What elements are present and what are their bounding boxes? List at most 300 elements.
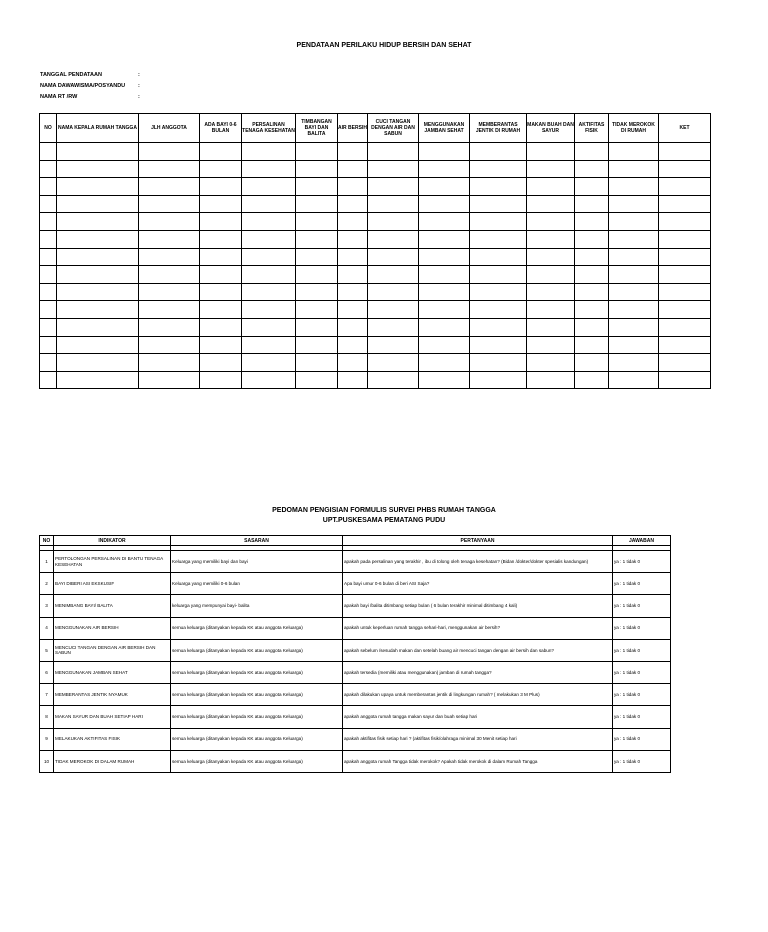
survey-header-buah-sayur: MAKAN BUAH DAN SAYUR xyxy=(527,114,575,143)
guide-cell-no: 8 xyxy=(40,706,54,728)
survey-cell xyxy=(242,160,296,178)
survey-cell xyxy=(57,354,139,372)
survey-cell xyxy=(527,354,575,372)
guide-cell-no: 10 xyxy=(40,750,54,772)
survey-cell xyxy=(609,266,659,284)
guide-cell-indikator: TIDAK MEROKOK DI DALAM RUMAH xyxy=(54,750,171,772)
survey-cell xyxy=(57,178,139,196)
survey-row xyxy=(40,318,711,336)
survey-header-cuci-tangan: CUCI TANGAN DENGAN AIR DAN SABUN xyxy=(368,114,419,143)
survey-cell xyxy=(659,266,711,284)
survey-cell xyxy=(419,354,470,372)
survey-cell xyxy=(419,336,470,354)
survey-cell xyxy=(659,301,711,319)
survey-cell xyxy=(609,143,659,161)
survey-cell xyxy=(609,178,659,196)
survey-cell xyxy=(338,354,368,372)
guide-cell-indikator: MENIMBANG BAYI/ BALITA xyxy=(54,595,171,617)
survey-cell xyxy=(200,301,242,319)
guide-cell-jawaban: ya : 1 tidak 0 xyxy=(613,750,671,772)
survey-header-bayi: ADA BAYI 0-6 BULAN xyxy=(200,114,242,143)
survey-cell xyxy=(296,266,338,284)
guide-cell-pertanyaan: Apa bayi umur 0-6 bulan di beri ASI Saja? xyxy=(343,573,613,595)
survey-cell xyxy=(40,230,57,248)
survey-cell xyxy=(609,160,659,178)
guide-table xyxy=(39,535,671,773)
survey-cell xyxy=(527,301,575,319)
survey-cell xyxy=(470,318,527,336)
survey-cell xyxy=(527,248,575,266)
survey-cell xyxy=(242,213,296,231)
survey-cell xyxy=(200,213,242,231)
survey-cell xyxy=(659,318,711,336)
survey-cell xyxy=(296,283,338,301)
survey-row xyxy=(40,354,711,372)
survey-cell xyxy=(200,143,242,161)
survey-cell xyxy=(527,230,575,248)
survey-cell xyxy=(57,143,139,161)
survey-cell xyxy=(57,248,139,266)
survey-cell xyxy=(40,213,57,231)
survey-cell xyxy=(338,160,368,178)
survey-cell xyxy=(470,143,527,161)
survey-cell xyxy=(296,213,338,231)
survey-cell xyxy=(609,213,659,231)
meta-separator: : xyxy=(138,83,140,89)
survey-table xyxy=(39,113,711,389)
survey-row xyxy=(40,143,711,161)
survey-cell xyxy=(242,371,296,389)
survey-cell xyxy=(368,143,419,161)
guide-cell-no: 7 xyxy=(40,684,54,706)
guide-cell-sasaran: semua keluarga (ditanyakan kepada KK atau anggota Keluarga) xyxy=(171,617,343,639)
survey-cell xyxy=(470,195,527,213)
survey-cell xyxy=(139,266,200,284)
survey-cell xyxy=(40,283,57,301)
guide-header-indikator: INDIKATOR xyxy=(54,536,171,546)
meta-label: NAMA RT /RW xyxy=(40,94,78,100)
survey-cell xyxy=(527,266,575,284)
survey-cell xyxy=(40,143,57,161)
survey-cell xyxy=(338,195,368,213)
guide-cell-no: 4 xyxy=(40,617,54,639)
survey-cell xyxy=(527,283,575,301)
survey-cell xyxy=(575,301,609,319)
guide-row xyxy=(40,595,671,617)
survey-cell xyxy=(139,230,200,248)
survey-cell xyxy=(57,301,139,319)
survey-cell xyxy=(296,195,338,213)
survey-cell xyxy=(296,160,338,178)
guide-row xyxy=(40,706,671,728)
guide-cell-sasaran: Keluarga yang memiliki 0-6 bulan xyxy=(171,573,343,595)
guide-cell-indikator: MENCUCI TANGAN DENGAN AIR BERSIH DAN SABUN xyxy=(54,639,171,661)
survey-header-persalinan: PERSALINAN TENAGA KESEHATAN xyxy=(242,114,296,143)
guide-cell-pertanyaan: apakah anggota rumah Tangga tidak merokok? Apakah tidak merokok di dalam Rumah Tangga xyxy=(343,750,613,772)
survey-cell xyxy=(200,160,242,178)
guide-row xyxy=(40,750,671,772)
survey-cell xyxy=(659,213,711,231)
survey-cell xyxy=(419,283,470,301)
survey-row xyxy=(40,195,711,213)
survey-cell xyxy=(609,283,659,301)
survey-cell xyxy=(338,213,368,231)
survey-cell xyxy=(40,266,57,284)
survey-cell xyxy=(419,178,470,196)
guide-cell-jawaban: ya : 1 tidak 0 xyxy=(613,617,671,639)
guide-cell-no: 3 xyxy=(40,595,54,617)
survey-cell xyxy=(575,143,609,161)
survey-cell xyxy=(368,160,419,178)
guide-cell-jawaban: ya : 1 tidak 0 xyxy=(613,639,671,661)
survey-cell xyxy=(419,213,470,231)
survey-cell xyxy=(368,283,419,301)
survey-cell xyxy=(296,336,338,354)
survey-cell xyxy=(242,336,296,354)
survey-cell xyxy=(296,143,338,161)
survey-cell xyxy=(470,336,527,354)
survey-cell xyxy=(40,301,57,319)
survey-cell xyxy=(470,160,527,178)
survey-cell xyxy=(139,178,200,196)
survey-cell xyxy=(419,195,470,213)
guide-cell-indikator: MENGGUNAKAN AIR BERSIH xyxy=(54,617,171,639)
survey-cell xyxy=(200,354,242,372)
survey-cell xyxy=(527,213,575,231)
survey-row xyxy=(40,213,711,231)
survey-cell xyxy=(527,143,575,161)
survey-cell xyxy=(338,301,368,319)
survey-row xyxy=(40,160,711,178)
survey-cell xyxy=(242,143,296,161)
survey-cell xyxy=(200,230,242,248)
guide-cell-jawaban: ya : 1 tidak 0 xyxy=(613,706,671,728)
survey-cell xyxy=(40,371,57,389)
survey-cell xyxy=(57,195,139,213)
guide-cell-sasaran: semua keluarga (ditanyakan kepada KK atau anggota Keluarga) xyxy=(171,639,343,661)
survey-cell xyxy=(40,160,57,178)
survey-cell xyxy=(40,336,57,354)
survey-cell xyxy=(659,230,711,248)
survey-cell xyxy=(200,178,242,196)
survey-cell xyxy=(338,318,368,336)
survey-cell xyxy=(242,230,296,248)
survey-cell xyxy=(368,318,419,336)
guide-cell-pertanyaan: apakah sebelum /sesudah makan dan setelah buang air mencuci tangan dengan air bersih dan sabun? xyxy=(343,639,613,661)
guide-header-pertanyaan: PERTANYAAN xyxy=(343,536,613,546)
survey-cell xyxy=(575,371,609,389)
survey-cell xyxy=(419,371,470,389)
survey-cell xyxy=(200,318,242,336)
survey-cell xyxy=(470,354,527,372)
guide-row xyxy=(40,684,671,706)
survey-cell xyxy=(575,230,609,248)
guide-cell-jawaban: ya : 1 tidak 0 xyxy=(613,661,671,683)
guide-row xyxy=(40,639,671,661)
survey-cell xyxy=(296,371,338,389)
survey-cell xyxy=(40,318,57,336)
survey-cell xyxy=(242,266,296,284)
survey-cell xyxy=(296,354,338,372)
survey-cell xyxy=(575,213,609,231)
survey-cell xyxy=(609,195,659,213)
guide-cell-jawaban: ya : 1 tidak 0 xyxy=(613,595,671,617)
survey-cell xyxy=(419,301,470,319)
meta-nama-rt-rw xyxy=(40,94,140,100)
survey-cell xyxy=(659,195,711,213)
guide-cell-no: 5 xyxy=(40,639,54,661)
survey-cell xyxy=(200,248,242,266)
survey-cell xyxy=(139,283,200,301)
survey-cell xyxy=(242,248,296,266)
guide-cell-pertanyaan: apakah dilakukan upaya untuk memberantas jentik di lingkungan rumah? ( melakukan 3 M Plus) xyxy=(343,684,613,706)
guide-cell-sasaran: Keluarga yang memiliki bayi dan bayi xyxy=(171,551,343,573)
survey-cell xyxy=(139,160,200,178)
survey-header-row xyxy=(40,114,711,143)
survey-cell xyxy=(609,371,659,389)
guide-cell-pertanyaan: apakah untuk keperluan rumah tangga sehari-hari, menggunakan air bersih? xyxy=(343,617,613,639)
survey-cell xyxy=(139,143,200,161)
survey-cell xyxy=(575,195,609,213)
meta-nama-dawawisma xyxy=(40,83,140,89)
survey-cell xyxy=(338,178,368,196)
guide-cell-sasaran: semua keluarga (ditanyakan kepada KK atau anggota Keluarga) xyxy=(171,684,343,706)
survey-cell xyxy=(527,178,575,196)
guide-row xyxy=(40,728,671,750)
survey-cell xyxy=(419,143,470,161)
survey-header-jlh-anggota: JLH ANGGOTA xyxy=(139,114,200,143)
survey-cell xyxy=(575,283,609,301)
survey-cell xyxy=(338,248,368,266)
guide-row xyxy=(40,551,671,573)
guide-cell-no: 9 xyxy=(40,728,54,750)
survey-cell xyxy=(57,371,139,389)
survey-header-jentik: MEMBERANTAS JENTIK DI RUMAH xyxy=(470,114,527,143)
survey-row xyxy=(40,301,711,319)
survey-header-air-bersih: AIR BERSIH xyxy=(338,114,368,143)
guide-cell-sasaran: semua keluarga (ditanyakan kepada KK atau anggota Keluarga) xyxy=(171,661,343,683)
survey-cell xyxy=(338,283,368,301)
survey-cell xyxy=(242,318,296,336)
survey-row xyxy=(40,371,711,389)
survey-cell xyxy=(659,160,711,178)
meta-separator: : xyxy=(138,94,140,100)
survey-cell xyxy=(57,213,139,231)
survey-cell xyxy=(575,266,609,284)
guide-cell-pertanyaan: apakah bayi /balita ditimbang setiap bulan ( 6 bulan terakhir minimal ditimbang 4 kali) xyxy=(343,595,613,617)
survey-cell xyxy=(296,178,338,196)
survey-cell xyxy=(139,301,200,319)
survey-cell xyxy=(419,318,470,336)
guide-cell-sasaran: semua keluarga (ditanyakan kepada KK atau anggota Keluarga) xyxy=(171,706,343,728)
meta-label: TANGGAL PENDATAAN xyxy=(40,72,102,78)
survey-cell xyxy=(242,195,296,213)
survey-row xyxy=(40,230,711,248)
meta-label: NAMA DAWAWISMA/POSYANDU xyxy=(40,83,126,89)
survey-cell xyxy=(338,371,368,389)
survey-cell xyxy=(139,318,200,336)
survey-cell xyxy=(57,160,139,178)
guide-cell-pertanyaan: apakah aktifitas fisik setiap hari ? (aktifitas fisik/olahraga minimal 30 Menit setiap hari xyxy=(343,728,613,750)
survey-cell xyxy=(470,301,527,319)
guide-cell-jawaban: ya : 1 tidak 0 xyxy=(613,551,671,573)
survey-cell xyxy=(368,230,419,248)
guide-cell-jawaban: ya : 1 tidak 0 xyxy=(613,573,671,595)
survey-cell xyxy=(57,266,139,284)
survey-row xyxy=(40,283,711,301)
guide-row xyxy=(40,661,671,683)
survey-cell xyxy=(575,160,609,178)
survey-header-aktifitas: AKTIFITAS FISIK xyxy=(575,114,609,143)
survey-cell xyxy=(242,178,296,196)
survey-cell xyxy=(419,266,470,284)
meta-separator: : xyxy=(138,72,140,78)
survey-cell xyxy=(470,248,527,266)
survey-cell xyxy=(296,248,338,266)
survey-cell xyxy=(419,160,470,178)
survey-cell xyxy=(242,283,296,301)
survey-cell xyxy=(368,301,419,319)
survey-cell xyxy=(527,160,575,178)
survey-cell xyxy=(200,336,242,354)
survey-cell xyxy=(338,143,368,161)
survey-cell xyxy=(470,266,527,284)
guide-cell-indikator: PERTOLONGAN PERSALINAN DI BANTU TENAGA KESEHATAN xyxy=(54,551,171,573)
survey-cell xyxy=(575,354,609,372)
guide-header-sasaran: SASARAN xyxy=(171,536,343,546)
survey-cell xyxy=(470,283,527,301)
survey-cell xyxy=(139,354,200,372)
survey-cell xyxy=(139,248,200,266)
guide-body xyxy=(40,546,671,773)
guide-header-jawaban: JAWABAN xyxy=(613,536,671,546)
survey-cell xyxy=(57,283,139,301)
guide-cell-sasaran: semua keluarga (ditanyakan kepada KK atau anggota Keluarga) xyxy=(171,728,343,750)
meta-tanggal-pendataan xyxy=(40,72,140,78)
survey-cell xyxy=(609,301,659,319)
survey-row xyxy=(40,266,711,284)
guide-cell-no: 1 xyxy=(40,551,54,573)
guide-title: PEDOMAN PENGISIAN FORMULIS SURVEI PHBS RUMAH TANGGA xyxy=(272,507,496,514)
survey-cell xyxy=(659,354,711,372)
survey-cell xyxy=(139,371,200,389)
survey-cell xyxy=(200,283,242,301)
survey-cell xyxy=(57,318,139,336)
survey-cell xyxy=(368,178,419,196)
survey-header-no: NO xyxy=(40,114,57,143)
guide-row xyxy=(40,573,671,595)
survey-cell xyxy=(139,195,200,213)
guide-cell-no: 2 xyxy=(40,573,54,595)
survey-cell xyxy=(419,248,470,266)
survey-row xyxy=(40,248,711,266)
survey-cell xyxy=(338,336,368,354)
survey-header-timbangan: TIMBANGAN BAYI DAN BALITA xyxy=(296,114,338,143)
survey-cell xyxy=(659,336,711,354)
guide-cell-jawaban: ya : 1 tidak 0 xyxy=(613,684,671,706)
page-title: PENDATAAN PERILAKU HIDUP BERSIH DAN SEHAT xyxy=(296,42,472,49)
survey-cell xyxy=(368,213,419,231)
guide-cell-no: 6 xyxy=(40,661,54,683)
survey-header-nama-kepala: NAMA KEPALA RUMAH TANGGA xyxy=(57,114,139,143)
survey-cell xyxy=(296,318,338,336)
survey-cell xyxy=(368,371,419,389)
survey-cell xyxy=(659,178,711,196)
survey-cell xyxy=(200,195,242,213)
survey-cell xyxy=(470,230,527,248)
guide-header-no: NO xyxy=(40,536,54,546)
guide-row xyxy=(40,617,671,639)
survey-cell xyxy=(139,213,200,231)
survey-row xyxy=(40,178,711,196)
guide-cell-indikator: MAKAN SAYUR DAN BUAH SETIAP HARI xyxy=(54,706,171,728)
survey-cell xyxy=(527,371,575,389)
survey-cell xyxy=(368,354,419,372)
survey-cell xyxy=(296,230,338,248)
survey-cell xyxy=(200,371,242,389)
survey-cell xyxy=(575,336,609,354)
survey-cell xyxy=(57,336,139,354)
survey-header-merokok: TIDAK MEROKOK DI RUMAH xyxy=(609,114,659,143)
guide-header-row xyxy=(40,536,671,546)
guide-cell-indikator: MELAKUKAN AKTIFITAS FISIK xyxy=(54,728,171,750)
survey-cell xyxy=(527,336,575,354)
guide-cell-sasaran: semua keluarga (ditanyakan kepada KK atau anggota Keluarga) xyxy=(171,750,343,772)
survey-cell xyxy=(575,178,609,196)
survey-cell xyxy=(609,336,659,354)
survey-cell xyxy=(609,354,659,372)
survey-cell xyxy=(609,318,659,336)
survey-cell xyxy=(242,301,296,319)
guide-cell-indikator: MEMBERANTAS JENTIK NYAMUK xyxy=(54,684,171,706)
survey-cell xyxy=(338,230,368,248)
survey-cell xyxy=(659,371,711,389)
survey-cell xyxy=(296,301,338,319)
guide-cell-indikator: MENGGUNAKAN JAMBAN SEHAT xyxy=(54,661,171,683)
survey-cell xyxy=(470,371,527,389)
survey-cell xyxy=(659,283,711,301)
guide-cell-pertanyaan: apakah tersedia (memiliki atau menggunakan) jamban di rumah tangga? xyxy=(343,661,613,683)
survey-cell xyxy=(470,178,527,196)
guide-cell-pertanyaan: apakah pada persalinan yang terakhir , ibu di tolong oleh tenaga kesehatan? (Bidan /dokter/dokter spesialis kandungan) xyxy=(343,551,613,573)
survey-cell xyxy=(659,143,711,161)
survey-row xyxy=(40,336,711,354)
survey-cell xyxy=(338,266,368,284)
survey-cell xyxy=(470,213,527,231)
guide-subtitle: UPT.PUSKESAMA PEMATANG PUDU xyxy=(322,517,446,524)
survey-cell xyxy=(368,195,419,213)
survey-cell xyxy=(242,354,296,372)
survey-header-jamban: MENGGUNAKAN JAMBAN SEHAT xyxy=(419,114,470,143)
survey-cell xyxy=(200,266,242,284)
survey-cell xyxy=(368,266,419,284)
survey-cell xyxy=(368,336,419,354)
guide-cell-sasaran: keluarga yang mempunyai bayi- balita xyxy=(171,595,343,617)
survey-cell xyxy=(609,248,659,266)
survey-cell xyxy=(40,178,57,196)
survey-body xyxy=(40,143,711,389)
survey-cell xyxy=(40,354,57,372)
guide-cell-pertanyaan: apakah anggota rumah tangga makan sayur dan buah setiap hari xyxy=(343,706,613,728)
survey-header-ket: KET xyxy=(659,114,711,143)
survey-cell xyxy=(527,195,575,213)
survey-cell xyxy=(139,336,200,354)
survey-cell xyxy=(40,195,57,213)
survey-cell xyxy=(57,230,139,248)
survey-cell xyxy=(368,248,419,266)
survey-cell xyxy=(40,248,57,266)
survey-cell xyxy=(419,230,470,248)
